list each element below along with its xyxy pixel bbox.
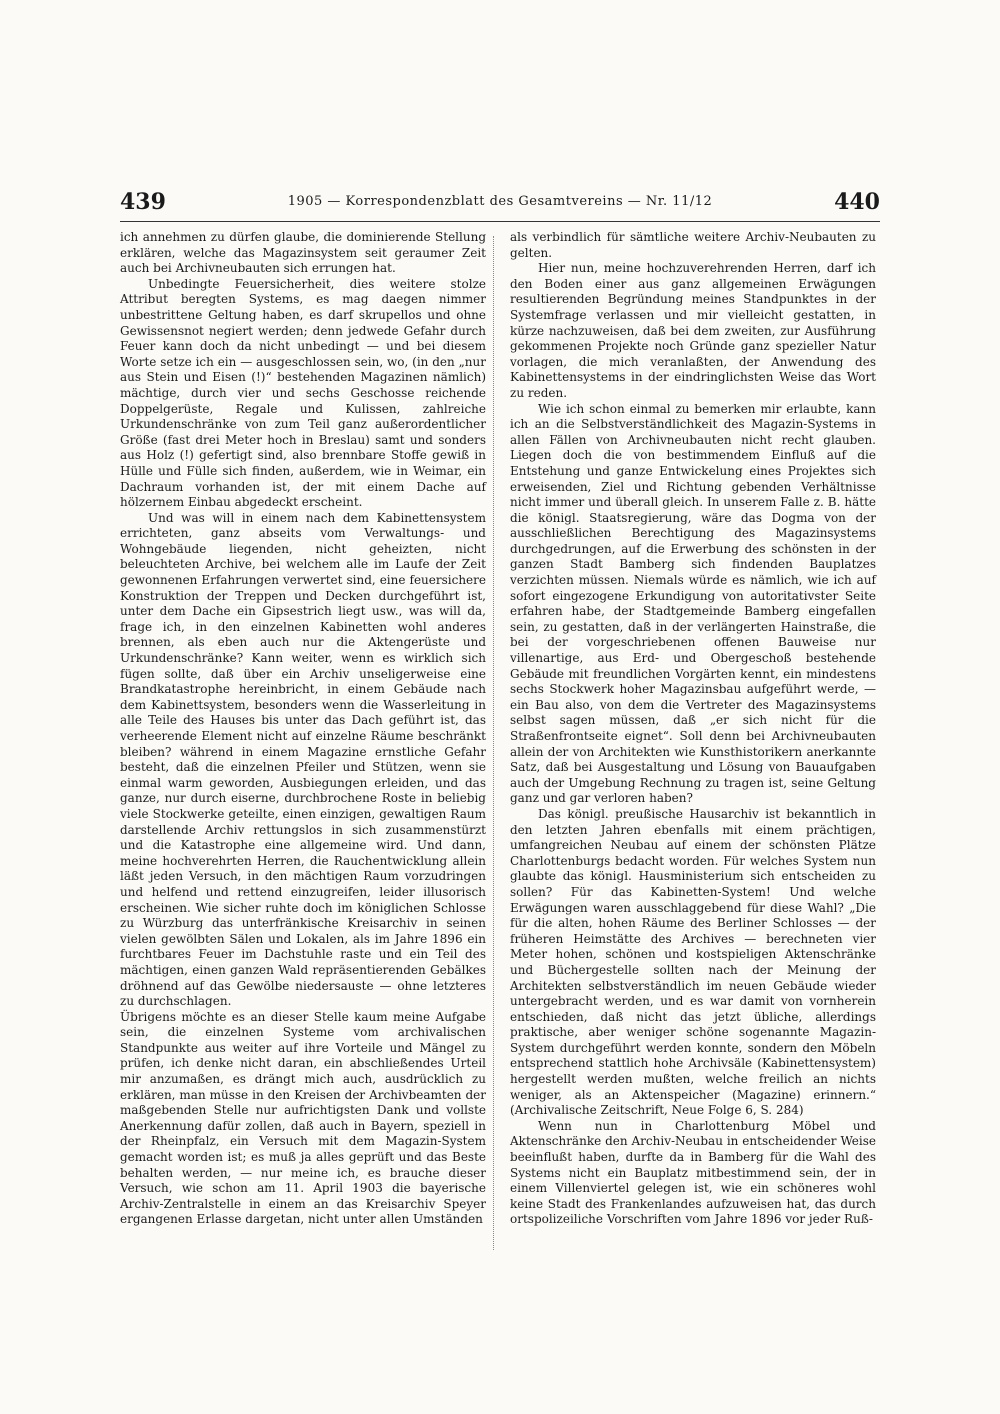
paragraph: Das königl. preußische Hausarchiv ist bekanntlich in den letzten Jahren ebenfalls mit einem prächtigen, umfangreichen Neubau auf einem der schönsten Plätze Charlottenburgs bedacht worden. Für welches System nun glaubte das königl. Hausministerium sich entscheiden zu sollen? Für das Kabinetten-System! Und welche Erwägungen waren ausschlaggebend für diese Wahl? „Die für die alten, hohen Räume des Berliner Schlosses — der früheren Heimstätte des Archives — berechneten vier Meter hohen, schönen und kostspieligen Aktenschränke und Büchergestelle sollten nach der Meinung der Architekten selbstverständlich im neuen Gebäude wieder untergebracht werden, und es war damit von vornherein entschieden, daß nicht das jetzt übliche, allerdings praktische, aber weniger schöne sogenannte Magazin-System durchgeführt werden konnte, sondern den Möbeln entsprechend stattlich hohe Archivsäle (Kabinettensystem) hergestellt werden mußten, welche freilich an nichts weniger, als an Aktenspeicher (Magazine) erinnern.“ (Archivalische Zeitschrift, Neue Folge 6, S. 284) [510,806,876,1118]
paragraph: ich annehmen zu dürfen glaube, die dominierende Stellung erklären, welche das Magazinsystem seit geraumer Zeit auch bei Archivneubauten sich errungen hat. [120,230,486,276]
left-column [120,230,486,1228]
paragraph: Wenn nun in Charlottenburg Möbel und Aktenschränke den Archiv-Neubau in entscheidender Weise beeinflußt haben, durfte da in Bamberg für die Wahl des Systems nicht ein Bauplatz mitbestimmend sein, der in einem Villenviertel gelegen ist, wie ein schöneres wohl keine Stadt des Frankenlandes aufzuweisen hat, das durch ortspolizeiliche Vorschriften vom Jahre 1896 vor jeder Ruß- [510,1118,876,1227]
header-rule [120,221,880,222]
page-number-left: 439 [120,189,166,215]
paragraph: Unbedingte Feuersicherheit, dies weitere stolze Attribut beregten Systems, es mag daegen nimmer unbestrittene Geltung haben, es darf skrupellos und ohne Gewissensnot negiert werden; denn jedwede Gefahr durch Feuer kann doch da nicht unbedingt — und bei diesem Worte setze ich ein — ausgeschlossen sein, wo, (in den „nur aus Stein und Eisen (!)“ bestehenden Magazinen nämlich) mächtige, durch vier und sechs Geschosse reichende Doppelgerüste, Regale und Kulissen, zahlreiche Urkundenschränke von zum Teil ganz außerordentlicher Größe (fast drei Meter hoch in Breslau) samt und sonders aus Holz (!) gefertigt sind, also brennbare Stoffe gewiß in Hülle und Fülle sich finden, außerdem, wie in Weimar, ein Dachraum vorhanden ist, der mit einem Dache auf hölzernem Einbau abgedeckt erscheint. [120,276,486,510]
page-header [120,190,880,218]
paragraph: als verbindlich für sämtliche weitere Archiv-Neubauten zu gelten. [510,230,876,260]
paragraph: Und was will in einem nach dem Kabinettensystem errichteten, ganz abseits vom Verwaltungs- und Wohngebäude liegenden, nicht geheizten, nicht beleuchteten Archive, bei welchem alle im Laufe der Zeit gewonnenen Erfahrungen verwertet sind, eine feuersichere Konstruktion der Treppen und Decken durchgeführt ist, unter dem Dache ein Gipsestrich liegt usw., was will da, frage ich, in den einzelnen Kabinetten wohl anderes brennen, als eben auch nur die Aktengerüste und Urkundenschränke? Kann weiter, wenn es wirklich sich fügen sollte, daß über ein Archiv unseligerweise eine Brandkatastrophe hereinbricht, in einem Gebäude nach dem Kabinettsystem, besonders wenn die Wasserleitung in alle Teile des Hauses bis unter das Dach geführt ist, das verheerende Element nicht auf einzelne Räume beschränkt bleiben? während in einem Magazine ernstliche Gefahr besteht, daß die einzelnen Pfeiler und Stützen, wenn sie einmal warm geworden, Ausbiegungen erleiden, und das ganze, nur durch eiserne, durchbrochene Roste in beliebig viele Stockwerke geteilte, einen einzigen, gewaltigen Raum darstellende Archiv rettungslos in sich zusammenstürzt und die Katastrophe eine allgemeine wird. Und dann, meine hochverehrten Herren, die Rauchentwicklung allein läßt jeden Versuch, in den mächtigen Raum vorzudringen und helfend und rettend einzugreifen, leider illusorisch erscheinen. Wie sicher ruhte doch im königlichen Schlosse zu Würzburg das unterfränkische Kreisarchiv in seinen vielen gewölbten Sälen und Lokalen, als im Jahre 1896 ein furchtbares Feuer im Dachstuhle raste und ein Teil des mächtigen, einen ganzen Wald repräsentierenden Gebälkes dröhnend auf das Gewölbe niedersauste — ohne letzteres zu durchschlagen. [120,510,486,1009]
paragraph: Wie ich schon einmal zu bemerken mir erlaubte, kann ich an die Selbstverständlichkeit des Magazin-Systems in allen Fällen von Archivneubauten nicht recht glauben. Liegen doch die von bestimmendem Einfluß auf die Entstehung und ganze Entwickelung eines Projektes sich erweisenden, Ziel und Richtung gebenden Verhältnisse nicht immer und überall gleich. In unserem Falle z. B. hätte die königl. Staatsregierung, wäre das Dogma von der ausschließlichen Berechtigung des Magazinsystems durchgedrungen, auf die Erwerbung des schönsten in der ganzen Stadt Bamberg sich findenden Bauplatzes verzichten müssen. Niemals würde es nämlich, wie ich auf sofort eingezogene Erkundigung von autoritativster Seite erfahren habe, der Stadtgemeinde Bamberg eingefallen sein, zu gestatten, daß in der verlängerten Hainstraße, die bei der vorgeschriebenen offenen Bauweise nur villenartige, aus Erd- und Obergeschoß bestehende Gebäude mit freundlichen Vorgärten kennt, ein mindestens sechs Stockwerk hoher Magazinsbau aufgeführt werde, — ein Bau also, von dem die Vertreter des Magazinsystems selbst sagen müssen, daß „er sich nicht für die Straßenfrontseite eignet“. Soll denn bei Archivneubauten allein der von Architekten wie Kunsthistorikern anerkannte Satz, daß bei Ausgestaltung und Lösung von Bauaufgaben auch der Umgebung Rechnung zu tragen ist, seine Geltung ganz und gar verloren haben? [510,401,876,806]
page-number-right: 440 [834,189,880,215]
column-separator [493,236,494,1250]
paragraph: Übrigens möchte es an dieser Stelle kaum meine Aufgabe sein, die einzelnen Systeme vom archivalischen Standpunkte aus weiter auf ihre Vorteile und Mängel zu prüfen, ich denke nicht daran, ein abschließendes Urteil mir anzumaßen, es drängt mich auch, ausdrücklich zu erklären, man müsse in den Kreisen der Archivbeamten der maßgebenden Stelle nur aufrichtigsten Dank und vollste Anerkennung dafür zollen, daß auch in Bayern, speziell in der Rheinpfalz, ein Versuch mit dem Magazin-System gemacht worden ist; es muß ja alles geprüft und das Beste behalten werden, — nur meine ich, es brauche dieser Versuch, wie schon am 11. April 1903 die bayerische Archiv-Zentralstelle in einem an das Kreisarchiv Speyer ergangenen Erlasse dargetan, nicht unter allen Umständen [120,1009,486,1227]
right-column [510,230,876,1228]
running-title: 1905 — Korrespondenzblatt des Gesamtvereins — Nr. 11/12 [287,194,713,209]
paragraph: Hier nun, meine hochzuverehrenden Herren, darf ich den Boden einer aus ganz allgemeinen Erwägungen resultierenden Begründung meines Standpunktes in der Systemfrage verlassen und mir vielleicht gestatten, in kürze nachzuweisen, daß bei dem zweiten, zur Ausführung gekommenen Projekte noch Gründe ganz spezieller Natur vorlagen, die mich veranlaßten, der Anwendung des Kabinettensystems in der eindringlichsten Weise das Wort zu reden. [510,261,876,400]
